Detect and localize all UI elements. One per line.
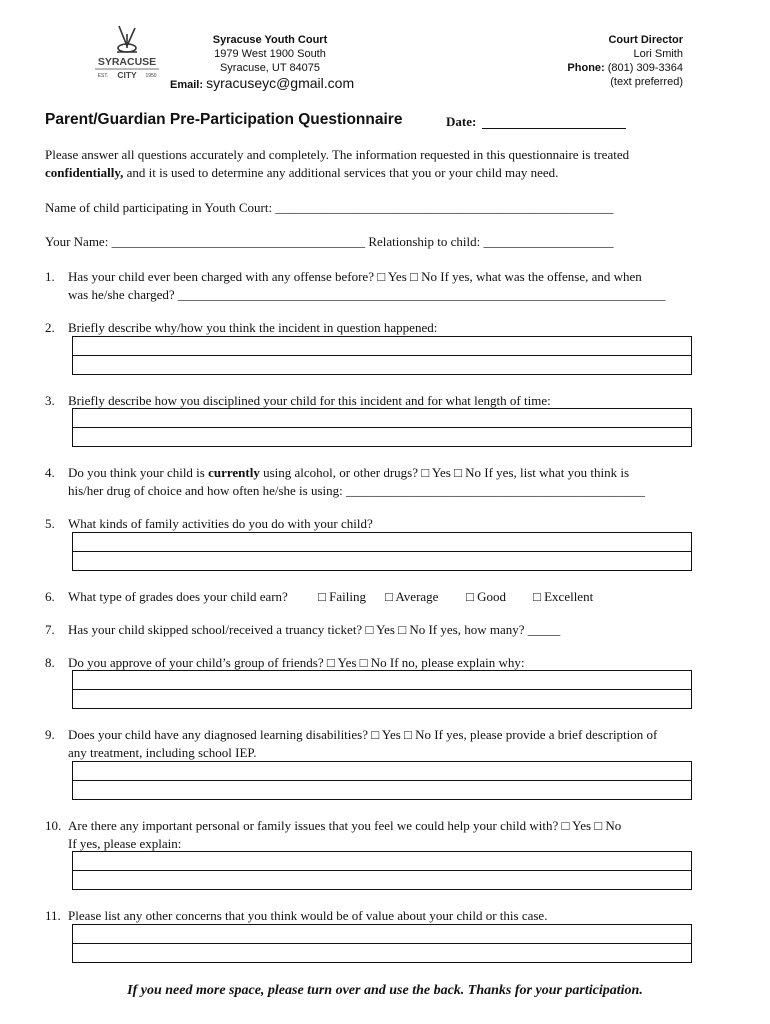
email-label: Email:	[170, 79, 204, 91]
q1-number: 1.	[45, 269, 55, 284]
q5-text: What kinds of family activities do you do with your child?	[68, 516, 373, 531]
q2-answer-box[interactable]	[72, 336, 692, 375]
q8-number: 8.	[45, 655, 55, 670]
logo-text-top: SYRACUSE	[97, 56, 157, 68]
q11-number: 11.	[45, 908, 61, 923]
q10-line-2: If yes, please explain:	[68, 836, 182, 851]
logo-text-city: CITY	[117, 70, 137, 80]
intro-paragraph	[45, 146, 735, 182]
intro-line-2: and it is used to determine any additional services that you or your child may need.	[123, 165, 559, 180]
q9-number: 9.	[45, 727, 55, 742]
q3-text: Briefly describe how you disciplined your child for this incident and for what length of time:	[68, 393, 551, 408]
q4-number: 4.	[45, 465, 55, 480]
child-name-field[interactable]: Name of child participating in Youth Court: ____________________________________________________	[45, 200, 614, 215]
q8-answer-box[interactable]	[72, 670, 692, 709]
email-row	[170, 75, 354, 91]
q3-number: 3.	[45, 393, 55, 408]
q11-text: Please list any other concerns that you think would be of value about your child or this case.	[68, 908, 548, 923]
q10-number: 10.	[45, 818, 62, 833]
phone-label: Phone:	[567, 62, 605, 74]
q9-line-1[interactable]: Does your child have any diagnosed learning disabilities? □ Yes □ No If yes, please provide a brief description of	[68, 727, 658, 742]
q4-line-1[interactable]: Do you think your child is currently using alcohol, or other drugs? □ Yes □ No If yes, list what you think is	[68, 465, 630, 480]
question-4	[0, 464, 770, 504]
q3-answer-box[interactable]	[72, 408, 692, 447]
question-9	[0, 726, 770, 766]
grade-option-failing[interactable]: □ Failing	[318, 589, 366, 604]
address-line-2: Syracuse, UT 84075	[219, 62, 321, 74]
q5-answer-box[interactable]	[72, 532, 692, 571]
q5-number: 5.	[45, 516, 55, 531]
org-address-block	[180, 33, 360, 75]
q9-answer-box[interactable]	[72, 761, 692, 800]
email-value[interactable]: syracuseyc@gmail.com	[206, 75, 355, 91]
grade-option-good[interactable]: □ Good	[466, 589, 506, 604]
grade-option-average[interactable]: □ Average	[385, 589, 439, 604]
q10-answer-box[interactable]	[72, 851, 692, 890]
syracuse-city-logo	[93, 24, 161, 84]
question-1	[0, 268, 770, 308]
q6-number: 6.	[45, 589, 55, 604]
q2-number: 2.	[45, 320, 55, 335]
director-label: Court Director	[608, 34, 683, 46]
intro-bold: confidentially,	[45, 165, 124, 180]
footer-note: If you need more space, please turn over and use the back. Thanks for your participation.	[127, 983, 643, 998]
address-line-1: 1979 West 1900 South	[214, 48, 326, 60]
q1-line-1[interactable]: Has your child ever been charged with any offense before? □ Yes □ No If yes, what was the offense, and when	[68, 269, 642, 284]
director-block	[500, 33, 683, 89]
q7-text[interactable]: Has your child skipped school/received a truancy ticket? □ Yes □ No If yes, how many? _____	[68, 622, 561, 637]
q11-answer-box[interactable]	[72, 924, 692, 963]
question-7	[0, 621, 770, 641]
director-name: Lori Smith	[633, 48, 683, 60]
q1-line-2[interactable]: was he/she charged? ___________________________________________________________________________	[68, 287, 666, 302]
q10-line-1[interactable]: Are there any important personal or family issues that you feel we could help your child with? □ Yes □ No	[68, 818, 622, 833]
q7-number: 7.	[45, 622, 55, 637]
date-field[interactable]	[482, 128, 626, 129]
q4-line-2[interactable]: his/her drug of choice and how often he/she is using: ______________________________________________	[68, 483, 645, 498]
phone-value: (801) 309-3364	[607, 62, 683, 74]
q2-text: Briefly describe why/how you think the incident in question happened:	[68, 320, 438, 335]
phone-note: (text preferred)	[610, 76, 683, 88]
date-label: Date:	[446, 114, 477, 129]
q8-text[interactable]: Do you approve of your child’s group of friends? □ Yes □ No If no, please explain why:	[68, 655, 525, 670]
form-title: Parent/Guardian Pre-Participation Questionnaire	[45, 111, 403, 128]
phone-row	[500, 61, 683, 75]
q6-text: What type of grades does your child earn?	[68, 589, 288, 604]
question-6	[0, 588, 770, 608]
q9-line-2: any treatment, including school IEP.	[68, 745, 257, 760]
logo-text-year: 1950	[145, 73, 157, 79]
your-name-field[interactable]: Your Name: _______________________________________ Relationship to child: ____________________	[45, 234, 614, 249]
logo-text-est: EST.	[97, 73, 109, 79]
grade-option-excellent[interactable]: □ Excellent	[533, 589, 594, 604]
intro-line-1: Please answer all questions accurately and completely. The information requested in this questionnaire is treated	[45, 147, 630, 162]
org-name: Syracuse Youth Court	[212, 34, 328, 46]
